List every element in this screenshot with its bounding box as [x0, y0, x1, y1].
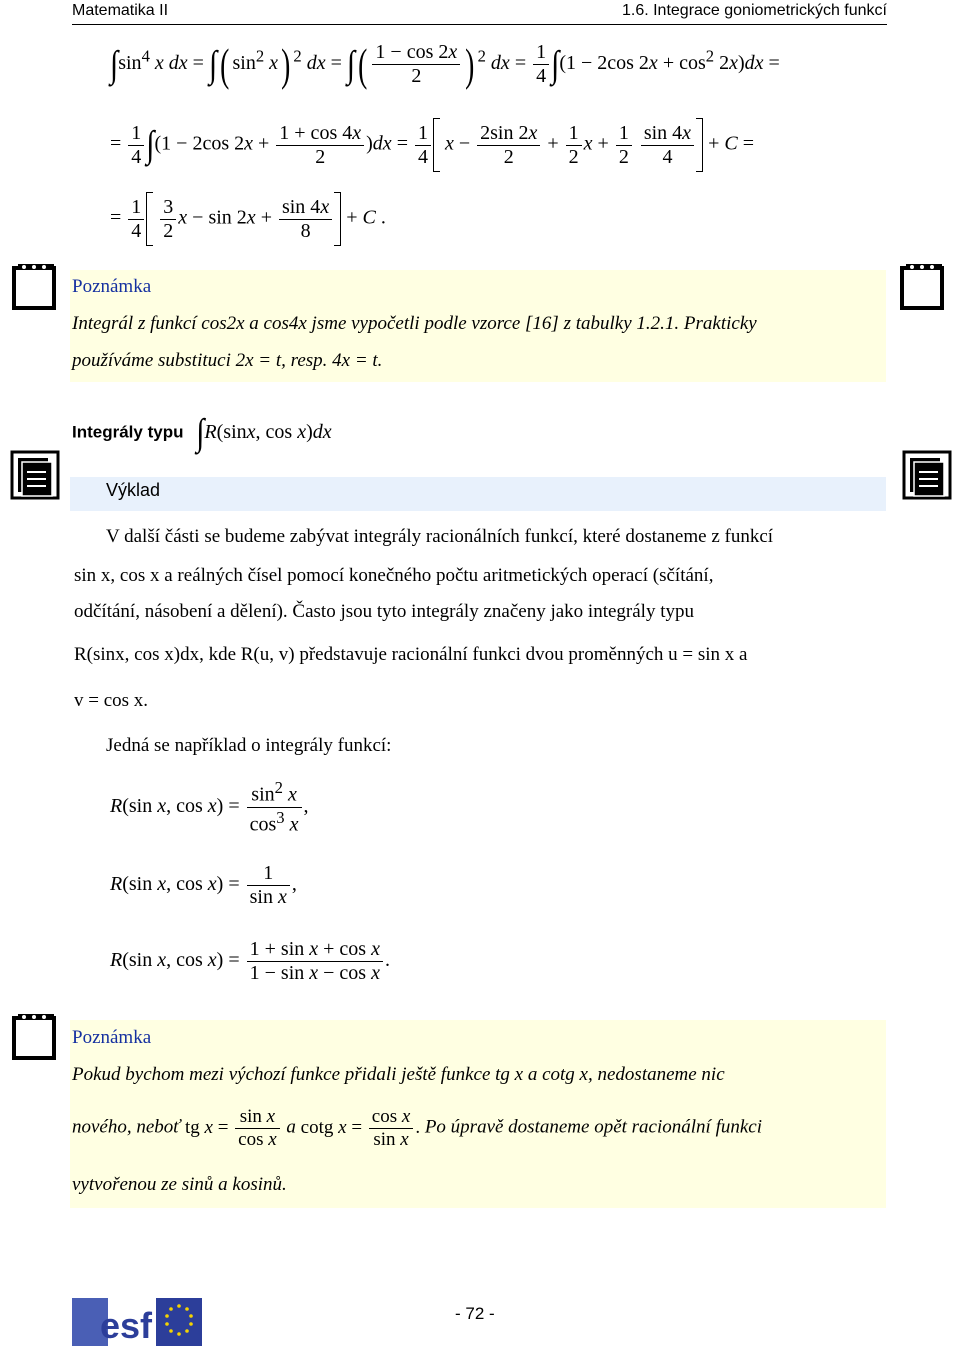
example-formula-2: R(sin x, cos x) = $\frac{1}{\text{sin x}}$ , — [110, 862, 297, 908]
note-2-line-2-start: nového, neboť — [72, 1116, 181, 1138]
section-heading-text: Integrály typu — [72, 422, 184, 442]
body-line-2: sin x, cos x a reálných čísel pomocí konečného počtu aritmetických operací (sčítání, — [74, 565, 714, 586]
header-course-title: Matematika II — [72, 2, 169, 19]
body-line-3: odčítání, násobení a dělení). Často jsou tyto integrály značeny jako integrály typu — [74, 601, 694, 622]
body-line-5: v = cos x. — [74, 690, 149, 711]
notepad-icon-left-2 — [10, 1012, 60, 1062]
example-formula-1: R(sin x, cos x) = $\frac{\sin^2 x}{\cos^3 x}$ , — [110, 778, 309, 836]
notepad-icon-right — [898, 262, 948, 312]
note-2-line-2: nového, neboť tg x = $\frac{\text{sin x}}{\text{cos x}}$ a cotg x = $\frac{\text{cos x}}{\text{sin x}}$ . Po úpravě dostaneme opět racionální funkci — [72, 1106, 762, 1150]
stacked-pages-icon-left — [10, 450, 60, 500]
note-1-title: Poznámka — [72, 276, 152, 297]
body-line-4: R(sinx, cos x)dx, kde R(u, v) představuje racionální funkci dvou proměnných u = sin x a — [74, 644, 748, 665]
header-chapter-title: 1.6. Integrace goniometrických funkcí — [621, 2, 887, 19]
body-line-1: V další části se budeme zabývat integrály racionálních funkcí, které dostaneme z funkcí — [106, 526, 774, 547]
example-intro: Jedná se například o integrály funkcí: — [106, 735, 392, 756]
notepad-icon-left — [10, 262, 60, 312]
section-heading-formula: ∫R(sinx, cos x)dx — [196, 411, 332, 453]
note-1-line-1: Integrál z funkcí cos2x a cos4x jsme vypočetli podle vzorce [16] z tabulky 1.2.1. Prakticky — [72, 313, 757, 334]
header-rule — [72, 24, 887, 25]
equation-line-3: = $\frac{1}{4}$ $\frac{3}{2}$ x − sin 2x + $\frac{\sin 4x}{8}$ + C . — [110, 192, 386, 246]
note-2-line-3: vytvořenou ze sinů a kosinů. — [72, 1174, 287, 1195]
note-2-title: Poznámka — [72, 1027, 152, 1048]
esf-logo — [70, 1294, 205, 1350]
example-formula-3: R(sin x, cos x) = $\frac{\text{1 + sin x + cos x}}{\text{1 − sin x − cos x}}$ . — [110, 938, 390, 984]
stacked-pages-icon-right — [902, 450, 952, 500]
vyklad-band — [70, 477, 886, 511]
vyklad-title: Výklad — [106, 480, 161, 500]
note-2-line-2-end: Po úpravě dostaneme opět racionální funkci — [424, 1116, 762, 1138]
note-1-line-2: používáme substituci 2x = t, resp. 4x = t. — [72, 350, 383, 371]
page-header — [0, 0, 960, 26]
esf-logo-text: esf — [100, 1305, 153, 1346]
equation-line-1: $\int\sin^4$ x dx = ∫( $\sin^2 x$) $^2$ dx = ∫( $\frac{1 - \cos 2x}{2}$ ) $^2$ dx = $\frac{1}{4}$ ∫(1 − 2cos $2x + \cos^2 2x)dx$ = — [110, 39, 780, 90]
note-2-line-1: Pokud bychom mezi výchozí funkce přidali ještě funkce tg x a cotg x, nedostaneme nic — [72, 1064, 725, 1085]
page-number: - 72 - — [455, 1304, 495, 1323]
section-heading — [72, 411, 332, 453]
equation-line-2: = $\frac{1}{4}$ ∫(1 − 2cos 2x + $\frac{1 + \cos 4x}{2}$ )dx = $\frac{1}{4}$ x − $\frac{2\sin 2x}{2}$ + $\frac{1}{2}$ x + $\frac{1}{2}$ $\frac{\sin 4x}{4}$ + C = — [110, 118, 754, 172]
